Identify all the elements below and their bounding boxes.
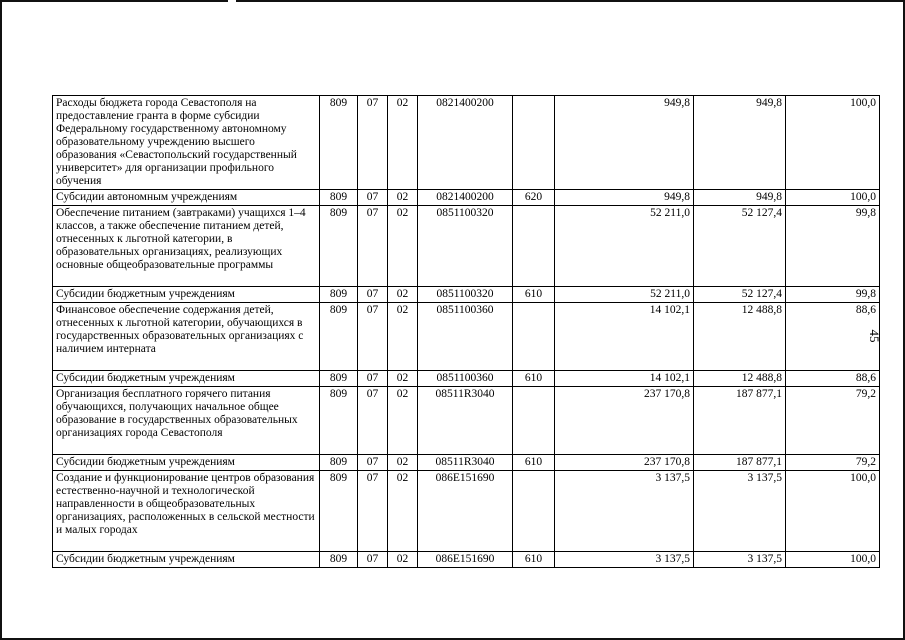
page-frame-gap: [228, 0, 236, 2]
row-expense-type: [513, 471, 555, 552]
row-subsection: 02: [388, 471, 418, 552]
row-percent: 100,0: [786, 552, 880, 568]
row-name: Организация бесплатного горячего питания обучающихся, получающих начальное общее образование в государственных образовательных организациях города Севастополя: [53, 387, 320, 455]
page-frame-top: [0, 0, 905, 2]
row-grbs: 809: [320, 455, 358, 471]
row-grbs: 809: [320, 552, 358, 568]
row-name: Субсидии бюджетным учреждениям: [53, 287, 320, 303]
table-row: [53, 471, 880, 552]
row-subsection: 02: [388, 96, 418, 190]
row-grbs: 809: [320, 206, 358, 287]
row-expense-type: 610: [513, 371, 555, 387]
row-name: Создание и функционирование центров образования естественно-научной и технологической направленности в общеобразовательных организациях, расположенных в сельской местности и малых городах: [53, 471, 320, 552]
table-row: [53, 190, 880, 206]
row-percent: 88,6: [786, 371, 880, 387]
row-expense-type: 610: [513, 552, 555, 568]
row-grbs: 809: [320, 190, 358, 206]
row-percent: 99,8: [786, 287, 880, 303]
row-name: Субсидии бюджетным учреждениям: [53, 552, 320, 568]
row-plan: 949,8: [555, 190, 694, 206]
row-plan: 949,8: [555, 96, 694, 190]
row-section: 07: [358, 206, 388, 287]
row-name: Субсидии бюджетным учреждениям: [53, 455, 320, 471]
page-number: 45: [867, 329, 882, 343]
row-name: Обеспечение питанием (завтраками) учащихся 1–4 классов, а также обеспечение питанием детей, отнесенных к льготной категории, в образовательных организациях, реализующих основные общеобразовательные программы: [53, 206, 320, 287]
row-expense-type: [513, 96, 555, 190]
row-target-code: 0851100320: [418, 206, 513, 287]
row-target-code: 0851100360: [418, 303, 513, 371]
row-plan: 3 137,5: [555, 552, 694, 568]
row-grbs: 809: [320, 371, 358, 387]
table-row: [53, 455, 880, 471]
row-target-code: 0851100360: [418, 371, 513, 387]
table-row: [53, 206, 880, 287]
row-section: 07: [358, 371, 388, 387]
row-target-code: 08511R3040: [418, 455, 513, 471]
row-percent: 99,8: [786, 206, 880, 287]
row-subsection: 02: [388, 303, 418, 371]
row-expense-type: [513, 387, 555, 455]
row-target-code: 0851100320: [418, 287, 513, 303]
row-plan: 3 137,5: [555, 471, 694, 552]
row-expense-type: [513, 206, 555, 287]
row-section: 07: [358, 455, 388, 471]
row-expense-type: 610: [513, 287, 555, 303]
row-fact: 52 127,4: [694, 206, 786, 287]
row-section: 07: [358, 303, 388, 371]
page-frame-left: [0, 0, 2, 640]
row-grbs: 809: [320, 303, 358, 371]
table-row: [53, 387, 880, 455]
row-percent: 79,2: [786, 387, 880, 455]
row-percent: 79,2: [786, 455, 880, 471]
row-section: 07: [358, 287, 388, 303]
row-fact: 949,8: [694, 96, 786, 190]
table-row: [53, 303, 880, 371]
row-fact: 187 877,1: [694, 455, 786, 471]
row-name: Субсидии бюджетным учреждениям: [53, 371, 320, 387]
row-name: Финансовое обеспечение содержания детей, отнесенных к льготной категории, обучающихся в государственных образовательных организациях с наличием интерната: [53, 303, 320, 371]
row-fact: 3 137,5: [694, 552, 786, 568]
row-plan: 52 211,0: [555, 206, 694, 287]
row-subsection: 02: [388, 387, 418, 455]
row-subsection: 02: [388, 552, 418, 568]
row-name: Расходы бюджета города Севастополя на предоставление гранта в форме субсидии Федеральному государственному автономному образовательному учреждению высшего образования «Севастопольский государственный университет» для организации профильного обучения: [53, 96, 320, 190]
row-fact: 12 488,8: [694, 303, 786, 371]
row-percent: 100,0: [786, 471, 880, 552]
row-subsection: 02: [388, 371, 418, 387]
row-expense-type: [513, 303, 555, 371]
table-row: [53, 371, 880, 387]
row-percent: 100,0: [786, 96, 880, 190]
row-section: 07: [358, 552, 388, 568]
row-section: 07: [358, 190, 388, 206]
row-target-code: 086E151690: [418, 552, 513, 568]
row-target-code: 086E151690: [418, 471, 513, 552]
row-fact: 12 488,8: [694, 371, 786, 387]
row-plan: 52 211,0: [555, 287, 694, 303]
row-percent: 100,0: [786, 190, 880, 206]
row-target-code: 0821400200: [418, 96, 513, 190]
row-fact: 187 877,1: [694, 387, 786, 455]
row-subsection: 02: [388, 455, 418, 471]
row-percent: 88,6: [786, 303, 880, 371]
row-target-code: 0821400200: [418, 190, 513, 206]
row-name: Субсидии автономным учреждениям: [53, 190, 320, 206]
row-grbs: 809: [320, 471, 358, 552]
row-grbs: 809: [320, 387, 358, 455]
row-plan: 237 170,8: [555, 455, 694, 471]
row-plan: 14 102,1: [555, 371, 694, 387]
row-expense-type: 610: [513, 455, 555, 471]
row-section: 07: [358, 471, 388, 552]
row-subsection: 02: [388, 190, 418, 206]
row-fact: 949,8: [694, 190, 786, 206]
row-grbs: 809: [320, 96, 358, 190]
row-fact: 52 127,4: [694, 287, 786, 303]
row-section: 07: [358, 387, 388, 455]
table-row: [53, 287, 880, 303]
row-plan: 237 170,8: [555, 387, 694, 455]
row-plan: 14 102,1: [555, 303, 694, 371]
row-subsection: 02: [388, 287, 418, 303]
budget-table: [52, 95, 880, 568]
table-row: [53, 552, 880, 568]
row-grbs: 809: [320, 287, 358, 303]
row-subsection: 02: [388, 206, 418, 287]
row-section: 07: [358, 96, 388, 190]
table-row: [53, 96, 880, 190]
row-expense-type: 620: [513, 190, 555, 206]
row-fact: 3 137,5: [694, 471, 786, 552]
row-target-code: 08511R3040: [418, 387, 513, 455]
